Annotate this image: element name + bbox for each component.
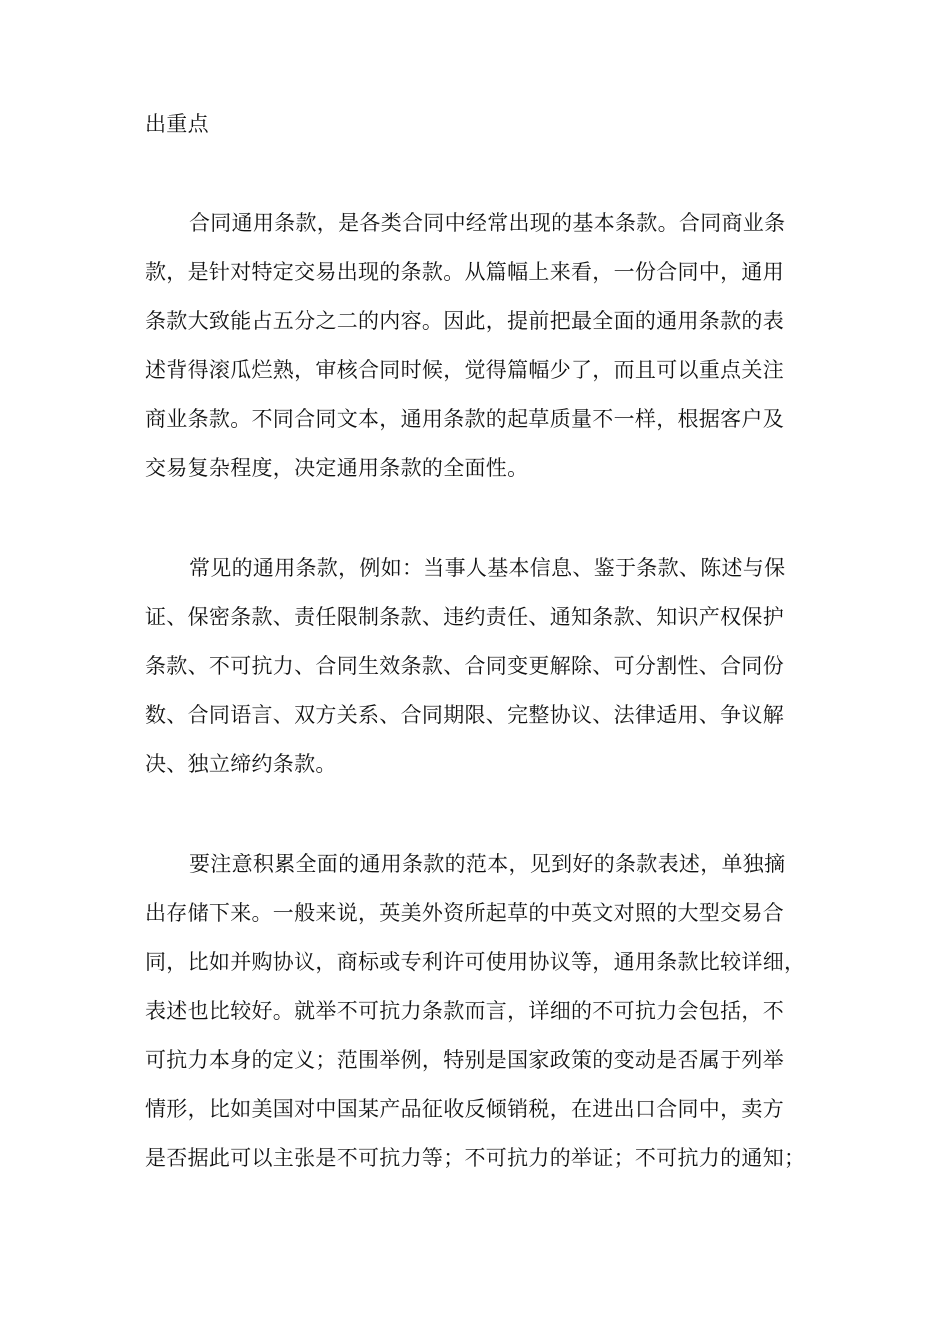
paragraph-line: 数、合同语言、双方关系、合同期限、完整协议、法律适用、争议解 (145, 703, 784, 727)
paragraph-line: 同，比如并购协议，商标或专利许可使用协议等，通用条款比较详细， (145, 950, 806, 974)
paragraph-line: 出存储下来。一般来说，英美外资所起草的中英文对照的大型交易合 (145, 901, 784, 925)
paragraph-line: 条款、不可抗力、合同生效条款、合同变更解除、可分割性、合同份 (145, 654, 784, 678)
paragraph-line: 述背得滚瓜烂熟，审核合同时候，觉得篇幅少了，而且可以重点关注 (145, 358, 784, 382)
lead-line: 出重点 (145, 112, 209, 136)
paragraph-line: 条款大致能占五分之二的内容。因此，提前把最全面的通用条款的表 (145, 309, 784, 333)
paragraph-line: 证、保密条款、责任限制条款、违约责任、通知条款、知识产权保护 (145, 605, 784, 629)
paragraph-line: 可抗力本身的定义；范围举例，特别是国家政策的变动是否属于列举 (145, 1048, 784, 1072)
paragraph-line: 交易复杂程度，决定通用条款的全面性。 (145, 456, 529, 480)
paragraph-line: 是否据此可以主张是不可抗力等；不可抗力的举证；不可抗力的通知； (145, 1146, 806, 1170)
paragraph-line: 决、独立缔约条款。 (145, 752, 337, 776)
paragraph-line: 情形，比如美国对中国某产品征收反倾销税，在进出口合同中，卖方 (145, 1097, 784, 1121)
paragraph-line: 商业条款。不同合同文本，通用条款的起草质量不一样，根据客户及 (145, 407, 784, 431)
paragraph-line: 合同通用条款，是各类合同中经常出现的基本条款。合同商业条 (189, 211, 786, 235)
paragraph-line: 常见的通用条款，例如：当事人基本信息、鉴于条款、陈述与保 (189, 556, 786, 580)
paragraph-line: 款，是针对特定交易出现的条款。从篇幅上来看，一份合同中，通用 (145, 260, 784, 284)
paragraph-line: 表述也比较好。就举不可抗力条款而言，详细的不可抗力会包括，不 (145, 999, 784, 1023)
paragraph-line: 要注意积累全面的通用条款的范本，见到好的条款表述，单独摘 (189, 852, 786, 876)
